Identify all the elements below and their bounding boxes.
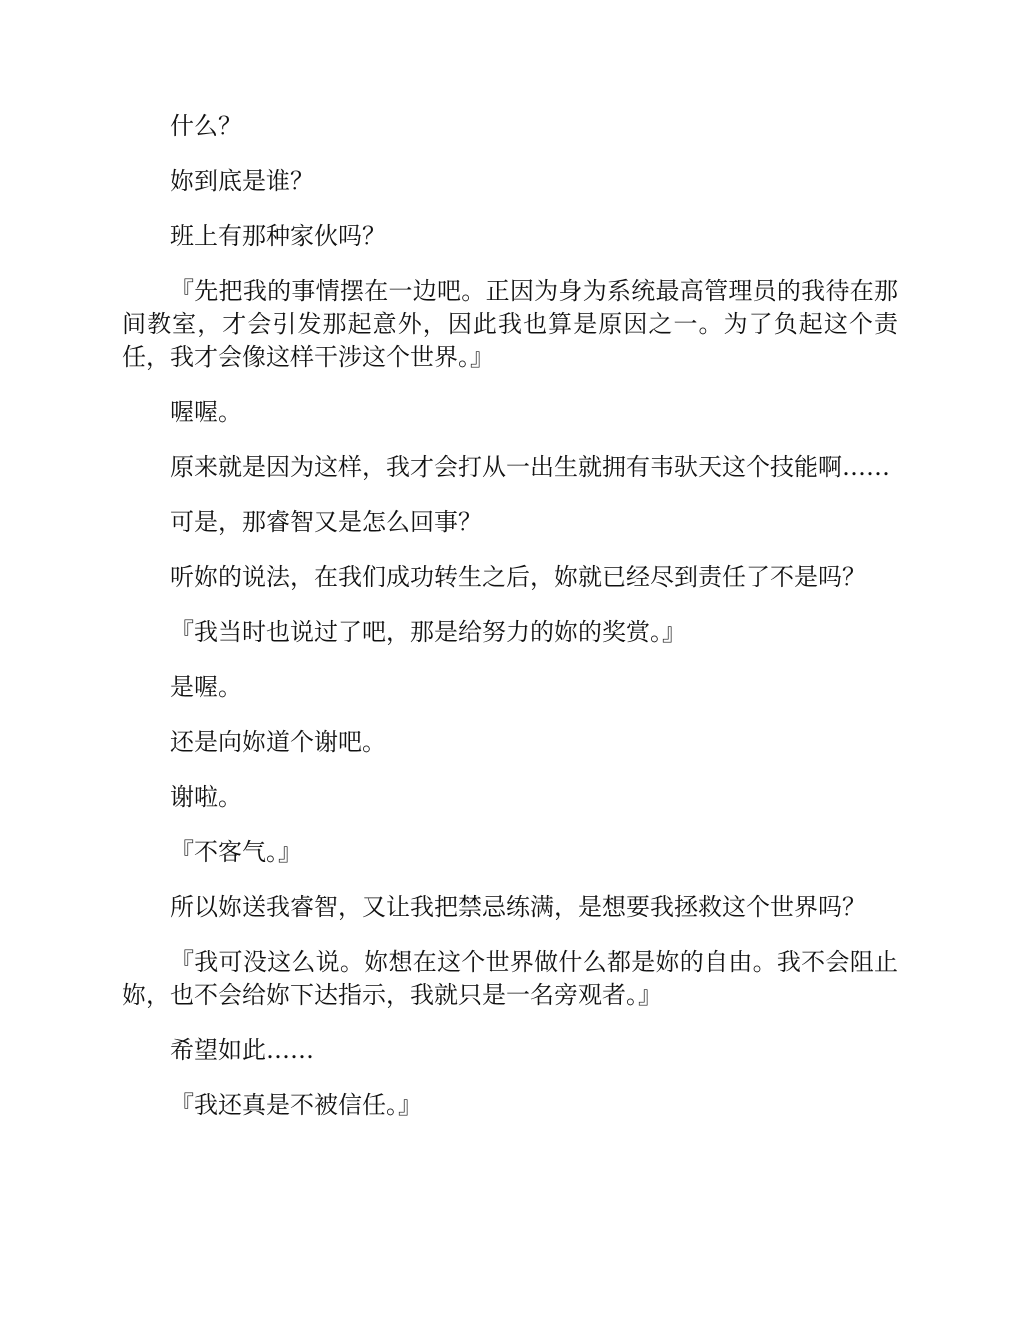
paragraph: 是喔。 — [170, 673, 242, 701]
paragraph: 什么？ — [170, 112, 242, 140]
paragraph: 『先把我的事情摆在一边吧。正因为身为系统最高管理员的我待在那间教室，才会引发那起意外，因此我也算是原因之一。为了负起这个责任，我才会像这样干涉这个世界。』 — [122, 277, 898, 371]
paragraph: 妳到底是谁？ — [170, 167, 314, 195]
paragraph: 还是向妳道个谢吧。 — [170, 728, 386, 756]
paragraph: 可是，那睿智又是怎么回事？ — [170, 508, 482, 536]
paragraph: 喔喔。 — [170, 398, 242, 426]
paragraph: 『我可没这么说。妳想在这个世界做什么都是妳的自由。我不会阻止妳，也不会给妳下达指示，我就只是一名旁观者。』 — [122, 948, 898, 1009]
paragraph: 班上有那种家伙吗？ — [170, 222, 386, 250]
paragraph: 『我还真是不被信任。』 — [170, 1091, 422, 1119]
paragraph: 所以妳送我睿智，又让我把禁忌练满，是想要我拯救这个世界吗？ — [170, 893, 866, 921]
paragraph: 原来就是因为这样，我才会打从一出生就拥有韦驮天这个技能啊…… — [170, 453, 890, 481]
document-page — [122, 110, 898, 1144]
paragraph: 『不客气。』 — [170, 838, 302, 866]
paragraph: 谢啦。 — [170, 783, 242, 811]
paragraph: 『我当时也说过了吧，那是给努力的妳的奖赏。』 — [170, 618, 686, 646]
paragraph: 听妳的说法，在我们成功转生之后，妳就已经尽到责任了不是吗？ — [170, 563, 866, 591]
paragraph: 希望如此…… — [170, 1036, 314, 1064]
